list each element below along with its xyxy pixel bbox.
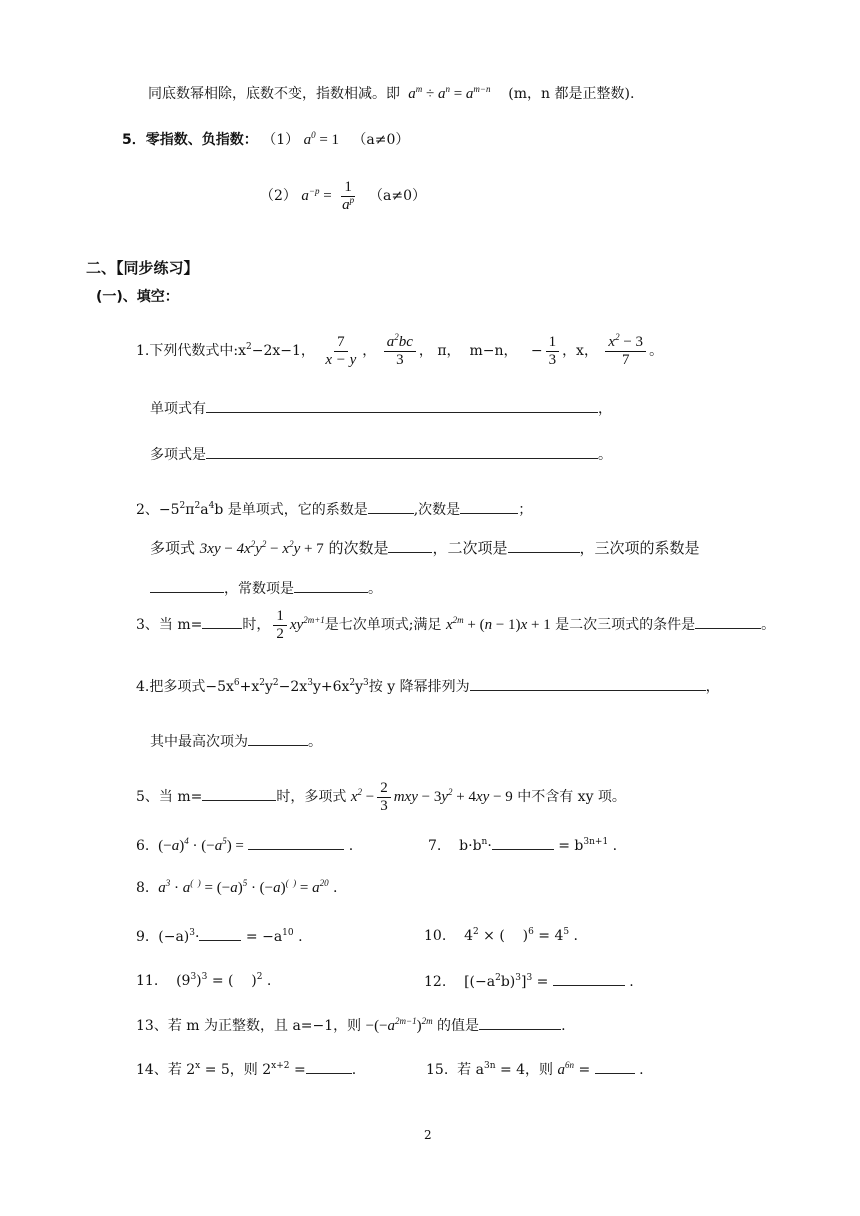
question-5: 5、当 m= 时，多项式 $x^2$ − $\frac{2}{3}$ mxy − $3y^2 + 4xy - 9$ 中不含有 xy 项。 — [136, 779, 626, 814]
question-1: 1.下列代数式中$:x^2-2x-1$， $\frac{7}{x - y}$ ， $\frac{a^2bc}{3}$ ， π， m−n， − $\frac{1}{3}$ ，x， $\frac{x^2 - 3}{7}$ 。 — [136, 331, 664, 368]
q1-monomial-blank[interactable] — [206, 398, 598, 413]
question-4-line2: 其中最高次项为 。 — [150, 731, 322, 752]
q1-frac-a2bc: $\frac{a^2bc}{3}$ — [384, 334, 416, 369]
q7-blank[interactable] — [492, 835, 554, 850]
page-number: 2 — [424, 1128, 432, 1142]
q4-highest-term-blank[interactable] — [248, 731, 308, 746]
zero-exp-formula: $a^0 = 1$ — [303, 130, 340, 148]
q4-order-blank[interactable] — [470, 676, 706, 691]
question-2-line2: 多项式 $3xy - 4x^2y^2 - x^2y + 7$ 的次数是 ，二次项是 ，三次项的系数是 — [150, 539, 700, 557]
zero-negative-heading: 5．零指数、负指数： — [122, 132, 258, 148]
question-10: 10. $4^2$ × ( )$^6 = 4^5$ . — [424, 927, 578, 944]
question-8: 8. $a^3 \cdot a^{( )} = (-a)^5 \cdot (-a)^{( )} = a^{20}$ . — [136, 878, 338, 896]
q2-poly-degree-blank[interactable] — [388, 538, 432, 553]
division-rule-formula: $a^m \div a^n = a^{m-n}$ — [404, 84, 491, 102]
question-2-line1: 2、$-5^2\pi^2a^4b$ 是单项式，它的系数是 ,次数是 ； — [136, 501, 533, 518]
zero-exp-label: （1） — [262, 132, 300, 148]
q14-blank[interactable] — [306, 1059, 352, 1074]
q5-frac-2-3: $\frac{2}{3}$ — [377, 780, 391, 815]
q2-cubic-coef-blank[interactable] — [150, 578, 224, 593]
q2-degree-blank[interactable] — [460, 499, 518, 514]
q1-polynomial-end: 。 — [598, 447, 612, 463]
q13-blank[interactable] — [479, 1015, 561, 1030]
question-2-line3: ，常数项是 。 — [150, 578, 382, 599]
q2-quadratic-term-blank[interactable] — [508, 538, 580, 553]
q5-m-blank[interactable] — [202, 786, 276, 801]
q3-m-blank[interactable] — [202, 614, 242, 629]
q1-polynomial-blank[interactable] — [206, 444, 598, 459]
q1-frac-x2-3: $\frac{x^2 - 3}{7}$ — [605, 334, 646, 369]
q1-frac-7: $\frac{7}{x - y}$ — [325, 333, 357, 368]
question-3: 3、当 m= 时， $\frac{1}{2}$ $xy^{2m+1}$是七次单项式;满足 $x^{2m} + (n - 1)x + 1$ 是二次三项式的条件是 。 — [136, 607, 776, 642]
zero-exp-condition: （a≠0） — [352, 132, 410, 148]
q1-polynomial-line — [150, 444, 612, 465]
question-12: 12. $[(-a^2b)^3]^3$ = . — [424, 973, 634, 990]
q6-blank[interactable] — [248, 835, 344, 850]
q1-frac-1-3: $\frac{1}{3}$ — [546, 334, 560, 369]
q2-coefficient-blank[interactable] — [368, 499, 414, 514]
q12-blank[interactable] — [553, 971, 625, 986]
q1-prefix: 1.下列代数式中$:x^2-2x-1$， — [136, 342, 315, 359]
q2-constant-blank[interactable] — [294, 578, 368, 593]
question-14: 14、若 $2^x = 5$，则 $2^{x+2}$ = . — [136, 1061, 357, 1078]
q1-monomial-label: 单项式有 — [150, 401, 206, 417]
division-rule-text: 同底数幂相除，底数不变，指数相减。即 — [148, 86, 400, 102]
question-9: 9. $(-a)^3\cdot = -a^{10}$ . — [136, 928, 303, 945]
q1-monomial-line — [150, 398, 612, 419]
question-13: 13、若 m 为正整数，且 a=−1，则 $-(-a^{2m-1})^{2m}$ 的值是 . — [136, 1016, 566, 1034]
zero-negative-exponent-heading-line — [122, 130, 409, 150]
question-6: 6. $(-a)^4 \cdot (-a^5)$ = . — [136, 836, 354, 854]
subsection-title: (一)、填空： — [96, 289, 179, 305]
q9-blank[interactable] — [199, 926, 241, 941]
question-15: 15. 若 $a^{3n} = 4$，则 $a^{6n}$ = . — [426, 1060, 644, 1078]
section-title: 二、【同步练习】 — [86, 259, 199, 277]
q3-frac-1-2: $\frac{1}{2}$ — [273, 608, 287, 643]
q3-condition-blank[interactable] — [695, 614, 761, 629]
division-rule-note: (m，n 都是正整数). — [508, 86, 635, 102]
question-4-line1: 4.把多项式$-5x^6+x^2y^2-2x^3y+6x^2y^3$按 y 降幂排列为 ， — [136, 678, 720, 695]
q1-polynomial-label: 多项式是 — [150, 447, 206, 463]
neg-exp-formula: $a^{-p}$ = — [301, 186, 332, 204]
q1-monomial-end: ， — [598, 401, 612, 417]
neg-exp-label: （2） — [260, 188, 297, 204]
question-11: 11. $(9^3)^3$ = ( )$^2$ . — [136, 972, 272, 989]
question-7: 7. $b\cdot b^n\cdot = b^{3n+1}$ . — [428, 837, 618, 854]
negative-exponent-line — [260, 176, 426, 216]
division-rule-line — [148, 84, 634, 104]
q15-blank[interactable] — [595, 1059, 635, 1074]
neg-exp-fraction: $\frac{1}{a^p}$ — [342, 178, 355, 213]
neg-exp-condition: （a≠0） — [369, 188, 427, 204]
